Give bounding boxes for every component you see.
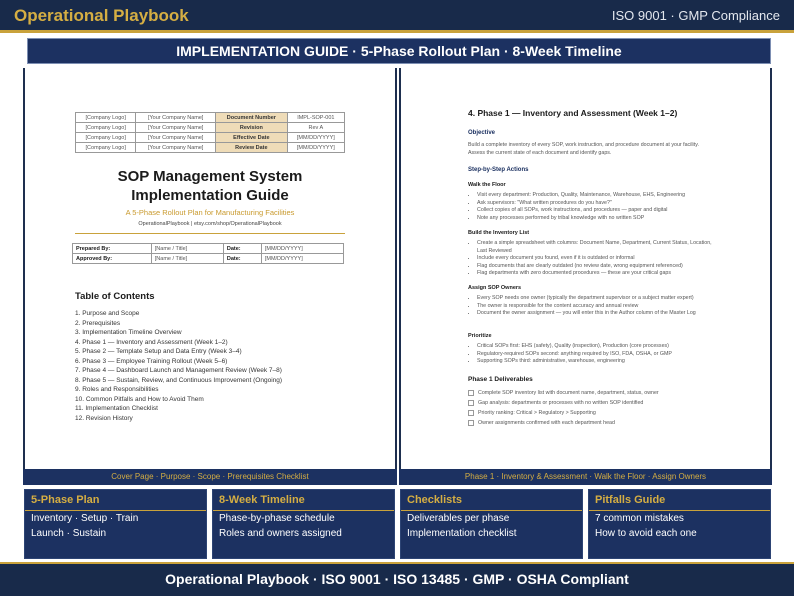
card-line: Deliverables per phase <box>407 513 510 524</box>
feature-card-checklists <box>400 489 583 559</box>
divider <box>75 233 345 234</box>
card-divider <box>401 510 582 511</box>
objective-text: Build a complete inventory of every SOP, work instruction, and procedure document at your facility. Assess the current state of each document and identify gaps. <box>468 142 699 156</box>
toc-item: 2. Prerequisites <box>75 319 121 327</box>
list-item: • Ask supervisors: "What written procedures do you have?" <box>477 200 717 208</box>
owners-list <box>468 295 717 318</box>
toc-item: 4. Phase 1 — Inventory and Assessment (Week 1–2) <box>75 338 228 346</box>
table-cell: Rev A <box>287 123 344 133</box>
card-line: Inventory · Setup · Train <box>31 513 139 524</box>
list-item: • Flag documents that are clearly outdated (no review date, wrong equipment referenced) <box>477 263 717 271</box>
table-cell: [Your Company Name] <box>136 113 216 123</box>
table-cell: IMPL-SOP-001 <box>287 113 344 123</box>
table-cell-label: Date: <box>223 254 261 264</box>
card-title: Pitfalls Guide <box>595 494 666 506</box>
toc-item: 3. Implementation Timeline Overview <box>75 329 182 336</box>
checklist-item: Complete SOP inventory list with document name, department, status, owner <box>468 388 708 398</box>
card-divider <box>213 510 394 511</box>
toc-item: 7. Phase 4 — Dashboard Launch and Management Review (Week 7–8) <box>75 367 282 374</box>
card-title: 8-Week Timeline <box>219 494 305 506</box>
toc-item: 8. Phase 5 — Sustain, Review, and Continuous Improvement (Ongoing) <box>75 376 283 384</box>
card-divider <box>25 510 206 511</box>
walk-heading: Walk the Floor <box>468 182 506 188</box>
toc-item: 11. Implementation Checklist <box>75 405 158 412</box>
table-cell: [Company Logo] <box>76 143 136 153</box>
feature-card-5-phase-plan <box>24 489 207 559</box>
compliance-label: ISO 9001 · GMP Compliance <box>611 8 780 23</box>
toc-item: 1. Purpose and Scope <box>75 310 140 317</box>
table-row <box>73 254 344 264</box>
walk-list <box>468 192 717 222</box>
toc-item: 5. Phase 2 — Template Setup and Data Entry (Week 3–4) <box>75 348 242 355</box>
document-title-line: Implementation Guide <box>131 187 289 204</box>
table-cell-label: Revision <box>216 123 288 133</box>
list-item: • Include every document you found, even if it is outdated or informal <box>477 255 717 263</box>
doc-control-table <box>75 112 345 153</box>
table-row <box>76 143 345 153</box>
toc-item: 12. Revision History <box>75 414 133 422</box>
table-cell: [Your Company Name] <box>136 143 216 153</box>
table-cell: [Company Logo] <box>76 133 136 143</box>
prioritize-list <box>468 343 717 366</box>
toc-item: 6. Phase 3 — Employee Training Rollout (Week 5–6) <box>75 357 228 365</box>
card-line: Implementation checklist <box>407 528 517 539</box>
right-page-caption: Phase 1 · Inventory & Assessment · Walk the Floor · Assign Owners <box>399 469 772 485</box>
card-title: 5-Phase Plan <box>31 494 100 506</box>
toc-list <box>75 309 282 423</box>
list-item: • Every SOP needs one owner (typically the department supervisor or a subject matter expert) <box>477 295 717 303</box>
checklist-item: Gap analysis: departments or processes with no written SOP identified <box>468 398 708 408</box>
shop-url: OperationalPlaybook | etsy.com/shop/OperationalPlaybook <box>138 221 282 227</box>
table-cell: [Company Logo] <box>76 113 136 123</box>
feature-card-pitfalls-guide <box>588 489 771 559</box>
toc-heading: Table of Contents <box>75 291 155 302</box>
table-row <box>73 244 344 254</box>
table-row <box>76 133 345 143</box>
list-item: • Flag departments with zero documented procedures — these are your critical gaps <box>477 270 717 278</box>
table-cell-label: Effective Date <box>216 133 288 143</box>
owners-heading: Assign SOP Owners <box>468 285 522 291</box>
card-divider <box>589 510 770 511</box>
list-item: • Critical SOPs first: EHS (safety), Quality (inspection), Production (core processes) <box>477 343 717 351</box>
table-cell: [Company Logo] <box>76 123 136 133</box>
table-cell: [Name / Title] <box>151 244 223 254</box>
table-row <box>76 113 345 123</box>
card-title: Checklists <box>407 494 463 506</box>
checklist-item: Owner assignments confirmed with each department head <box>468 418 708 428</box>
card-line: Launch · Sustain <box>31 528 107 539</box>
card-line: How to avoid each one <box>595 528 697 539</box>
document-title-line: SOP Management System <box>117 168 303 185</box>
left-page-caption: Cover Page · Purpose · Scope · Prerequisites Checklist <box>23 469 397 485</box>
build-heading: Build the Inventory List <box>468 230 530 236</box>
toc-item: 10. Common Pitfalls and How to Avoid Them <box>75 395 204 403</box>
section-title: 4. Phase 1 — Inventory and Assessment (Week 1–2) <box>468 108 678 118</box>
card-line: Roles and owners assigned <box>219 528 342 539</box>
table-cell-label: Document Number <box>216 113 288 123</box>
list-item: • Collect copies of all SOPs, work instructions, and procedures — paper and digital <box>477 207 717 215</box>
bottom-banner: Operational Playbook · ISO 9001 · ISO 13485 · GMP · OSHA Compliant <box>0 562 794 596</box>
table-cell: [MM/DD/YYYY] <box>261 244 343 254</box>
deliverables-checklist <box>468 388 708 428</box>
deliverables-heading: Phase 1 Deliverables <box>468 376 533 383</box>
document-subtitle: A 5-Phase Rollout Plan for Manufacturing Facilities <box>125 208 295 217</box>
table-cell-label: Date: <box>223 244 261 254</box>
table-row <box>76 123 345 133</box>
table-cell: [Your Company Name] <box>136 123 216 133</box>
list-item: • Note any processes performed by tribal knowledge with no written SOP <box>477 215 717 223</box>
list-item: • Create a simple spreadsheet with columns: Document Name, Department, Current Status, Location, Last Reviewed <box>477 240 717 255</box>
table-cell: [MM/DD/YYYY] <box>287 133 344 143</box>
table-cell: [Name / Title] <box>151 254 223 264</box>
prioritize-heading: Prioritize <box>468 333 492 339</box>
list-item: • The owner is responsible for the content accuracy and annual review <box>477 303 717 311</box>
steps-heading: Step-by-Step Actions <box>468 167 529 173</box>
checklist-item: Priority ranking: Critical > Regulatory > Supporting <box>468 408 708 418</box>
document-title <box>75 167 345 205</box>
table-cell: [MM/DD/YYYY] <box>287 143 344 153</box>
table-cell-label: Approved By: <box>73 254 152 264</box>
build-list <box>468 240 717 278</box>
list-item: • Document the owner assignment — you will enter this in the Author column of the Master Log <box>477 310 717 318</box>
approval-table <box>72 243 344 264</box>
list-item: • Regulatory-required SOPs second: anything required by ISO, FDA, OSHA, or GMP <box>477 351 717 359</box>
table-cell-label: Prepared By: <box>73 244 152 254</box>
brand-name: Operational Playbook <box>14 6 189 25</box>
list-item: • Visit every department: Production, Quality, Maintenance, Warehouse, EHS, Engineering <box>477 192 717 200</box>
toc-item: 9. Roles and Responsibilities <box>75 386 159 393</box>
table-cell: [Your Company Name] <box>136 133 216 143</box>
header-divider <box>0 30 794 33</box>
title-bar: IMPLEMENTATION GUIDE · 5-Phase Rollout Plan · 8-Week Timeline <box>27 38 771 64</box>
card-line: 7 common mistakes <box>595 513 684 524</box>
card-line: Phase-by-phase schedule <box>219 513 335 524</box>
feature-card-8-week-timeline <box>212 489 395 559</box>
list-item: • Supporting SOPs third: administrative, warehouse, engineering <box>477 358 717 366</box>
table-cell: [MM/DD/YYYY] <box>261 254 343 264</box>
table-cell-label: Review Date <box>216 143 288 153</box>
objective-heading: Objective <box>468 130 496 136</box>
